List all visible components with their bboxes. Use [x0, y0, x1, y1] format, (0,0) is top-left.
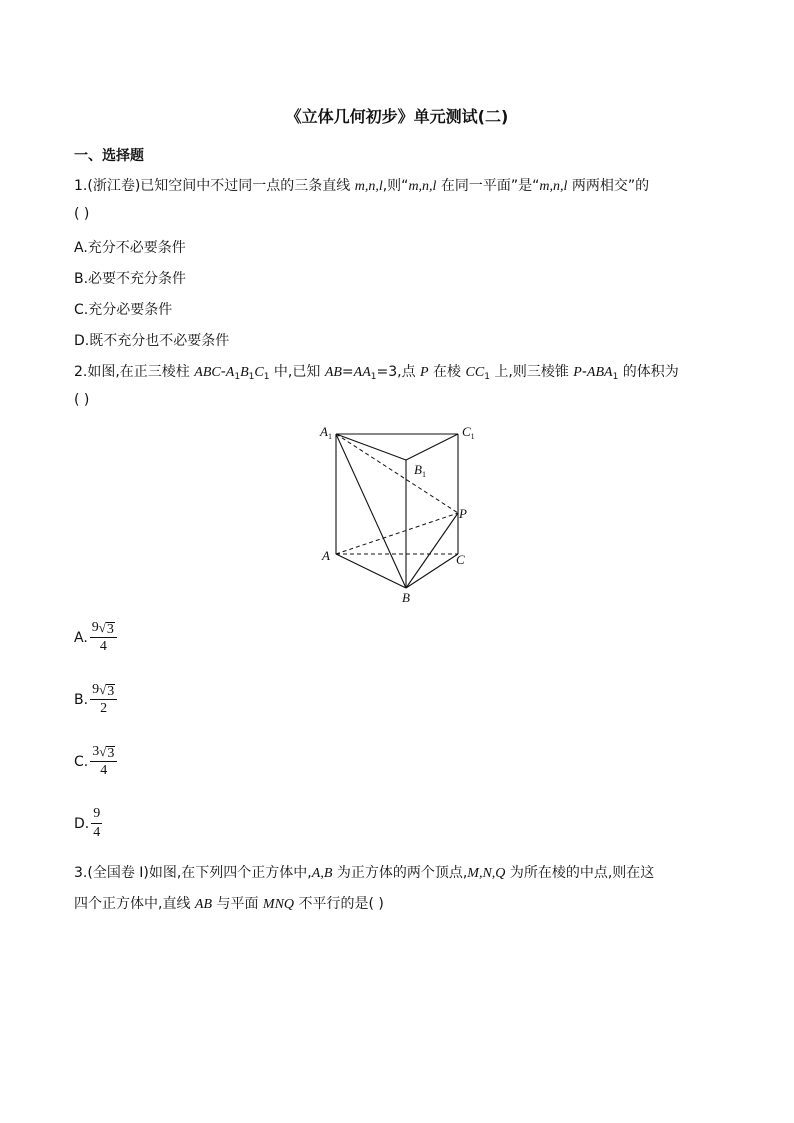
triangular-prism-figure [316, 418, 476, 608]
fraction: 9 √ 3 4 [90, 620, 117, 655]
question-2-answer-blank: ( ) [74, 392, 90, 408]
label-b: B [402, 590, 410, 605]
question-2-option-a: A. 9 √ 3 4 [74, 620, 117, 655]
fraction: 3 √ 3 4 [90, 744, 117, 779]
question-1-option-d: D.既不充分也不必要条件 [74, 333, 230, 349]
label-a1: $A_1$ [320, 424, 332, 441]
dashed-segment-a-p [336, 513, 458, 554]
segment-a1-b [336, 434, 406, 588]
section-heading: 一、选择题 [74, 148, 144, 164]
question-2-stem: 2.如图,在正三棱柱 ABC-$A_1B_1C_1$ 中,已知 $AB=AA_1=3$,点 P 在棱 $CC_1$ 上,则三棱锥 $P-ABA_1$ 的体积为 [74, 364, 679, 382]
question-1-option-b: B.必要不充分条件 [74, 271, 187, 287]
fraction: 9 √ 3 2 [90, 682, 117, 717]
label-p: P [459, 506, 467, 521]
question-2-option-d: D. $\frac{9}{4}$ [74, 806, 101, 840]
edge-b1-c1 [406, 434, 458, 460]
fraction: $\frac{9}{4}$ [93, 806, 101, 840]
question-1-answer-blank: ( ) [74, 206, 90, 222]
question-1-option-a: A.充分不必要条件 [74, 240, 186, 256]
page-title: 《立体几何初步》单元测试(二) [285, 107, 509, 126]
label-a: A [322, 548, 330, 563]
question-3-stem-line-1: 3.(全国卷 I)如图,在下列四个正方体中,A,B 为正方体的两个顶点,M,N,Q 为所在棱的中点,则在这 [74, 865, 655, 881]
segment-p-b [406, 513, 458, 588]
label-b1: $B_1$ [414, 462, 426, 479]
label-c1: $C_1$ [462, 424, 475, 441]
edge-a-b [336, 554, 406, 588]
question-1-option-c: C.充分必要条件 [74, 302, 173, 318]
question-3-stem-line-2: 四个正方体中,直线 AB 与平面 MNQ 不平行的是( ) [74, 896, 384, 912]
question-2-option-b: B. 9 √ 3 2 [74, 682, 117, 717]
edge-b-c [406, 554, 458, 588]
label-c: C [456, 552, 465, 567]
question-1-stem: 1.(浙江卷)已知空间中不过同一点的三条直线 m,n,l,则“m,n,l 在同一平面”是“m,n,l 两两相交”的 [74, 178, 650, 194]
question-2-option-c: C. 3 √ 3 4 [74, 744, 117, 779]
